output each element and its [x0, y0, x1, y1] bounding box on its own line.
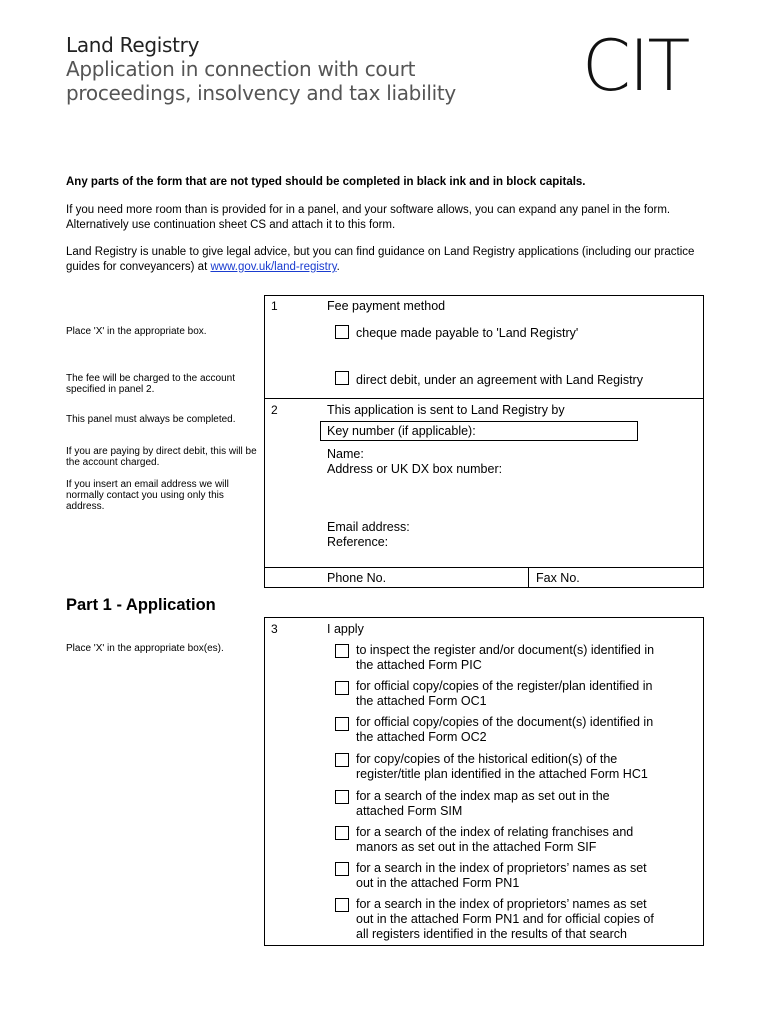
official-copy-register-label — [356, 679, 652, 709]
key-number-field[interactable] — [320, 421, 638, 441]
cheque-checkbox[interactable] — [335, 325, 349, 339]
option-line: the attached Form PIC — [356, 658, 482, 672]
panel-2-title: This application is sent to Land Registry by — [327, 403, 565, 417]
option-line: out in the attached Form PN1 and for official copies of — [356, 912, 654, 926]
official-copy-document-checkbox[interactable] — [335, 717, 349, 731]
panel-3-title: I apply — [327, 622, 364, 636]
direct-debit-option-label: direct debit, under an agreement with Land Registry — [356, 373, 643, 387]
block-capitals-note: Any parts of the form that are not typed should be completed in black ink and in block capitals. — [66, 176, 586, 188]
panel-divider — [264, 398, 704, 399]
continuation-note: If you need more room than is provided for in a panel, and your software allows, you can expand any panel in the form. Alternatively use continuation sheet CS and attach it to this form. — [66, 204, 671, 231]
panel-3-number: 3 — [271, 622, 278, 636]
option-line: the attached Form OC2 — [356, 730, 487, 744]
name-label: Name: — [327, 447, 364, 461]
option-line: the attached Form OC1 — [356, 694, 487, 708]
option-line: all registers identified in the results of that search — [356, 927, 627, 941]
official-copy-document-label — [356, 715, 653, 745]
proprietors-search-copies-label — [356, 897, 654, 942]
phone-fax-divider — [528, 567, 529, 588]
side-note-must-complete: This panel must always be completed. — [66, 414, 236, 425]
option-line: attached Form SIM — [356, 804, 463, 818]
option-line: for a search of the index of relating franchises and — [356, 825, 634, 839]
option-line: manors as set out in the attached Form SIF — [356, 840, 597, 854]
franchises-label — [356, 825, 633, 855]
phone-row-divider — [264, 567, 704, 568]
form-header — [66, 33, 456, 105]
option-line: for a search in the index of proprietors’ names as set — [356, 861, 647, 875]
side-note-direct-debit: If you are paying by direct debit, this will be the account charged. — [66, 446, 257, 468]
option-line: register/title plan identified in the attached Form HC1 — [356, 767, 648, 781]
inspect-register-checkbox[interactable] — [335, 644, 349, 658]
panel-2-number: 2 — [271, 403, 278, 417]
inspect-register-label — [356, 643, 654, 673]
proprietors-search-label — [356, 861, 647, 891]
side-note-fee-charged: The fee will be charged to the account specified in panel 2. — [66, 373, 235, 395]
index-map-label — [356, 789, 610, 819]
fax-label: Fax No. — [536, 571, 580, 585]
option-line: out in the attached Form PN1 — [356, 876, 520, 890]
cheque-option-label: cheque made payable to 'Land Registry' — [356, 326, 579, 340]
form-code: CIT — [582, 25, 689, 107]
reference-label: Reference: — [327, 535, 389, 549]
legal-advice-note — [66, 245, 706, 275]
panel-1-title: Fee payment method — [327, 299, 446, 313]
franchises-checkbox[interactable] — [335, 826, 349, 840]
side-note-place-x: Place 'X' in the appropriate box. — [66, 326, 207, 337]
land-registry-link[interactable]: www.gov.uk/land-registry — [210, 261, 337, 273]
address-label: Address or UK DX box number: — [327, 462, 503, 476]
direct-debit-checkbox[interactable] — [335, 371, 349, 385]
panel-1-number: 1 — [271, 299, 278, 313]
option-line: for official copy/copies of the register/plan identified in — [356, 679, 653, 693]
option-line: for a search in the index of proprietors’ names as set — [356, 897, 647, 911]
side-note-email: If you insert an email address we will normally contact you using only this address. — [66, 479, 229, 512]
index-map-checkbox[interactable] — [335, 790, 349, 804]
email-label: Email address: — [327, 520, 410, 534]
option-line: for copy/copies of the historical edition(s) of the — [356, 752, 618, 766]
historical-edition-checkbox[interactable] — [335, 753, 349, 767]
option-line: for official copy/copies of the document(s) identified in — [356, 715, 654, 729]
legal-advice-text: Land Registry is unable to give legal advice, but you can find guidance on Land Registry applications (including our practice guides for conveyancers) at — [66, 246, 695, 273]
form-title-line2: proceedings, insolvency and tax liability — [66, 81, 456, 105]
proprietors-search-checkbox[interactable] — [335, 862, 349, 876]
phone-label: Phone No. — [327, 571, 387, 585]
official-copy-register-checkbox[interactable] — [335, 681, 349, 695]
legal-advice-end: . — [336, 261, 340, 273]
option-line: to inspect the register and/or document(s) identified in — [356, 643, 655, 657]
key-number-label: Key number (if applicable): — [327, 424, 476, 438]
form-title-line1: Application in connection with court — [66, 57, 416, 81]
option-line: for a search of the index map as set out in the — [356, 789, 610, 803]
brand-name: Land Registry — [66, 33, 200, 57]
side-note-place-x-boxes: Place 'X' in the appropriate box(es). — [66, 643, 224, 654]
proprietors-search-copies-checkbox[interactable] — [335, 898, 349, 912]
historical-edition-label — [356, 752, 648, 782]
part-1-title: Part 1 - Application — [66, 596, 216, 614]
